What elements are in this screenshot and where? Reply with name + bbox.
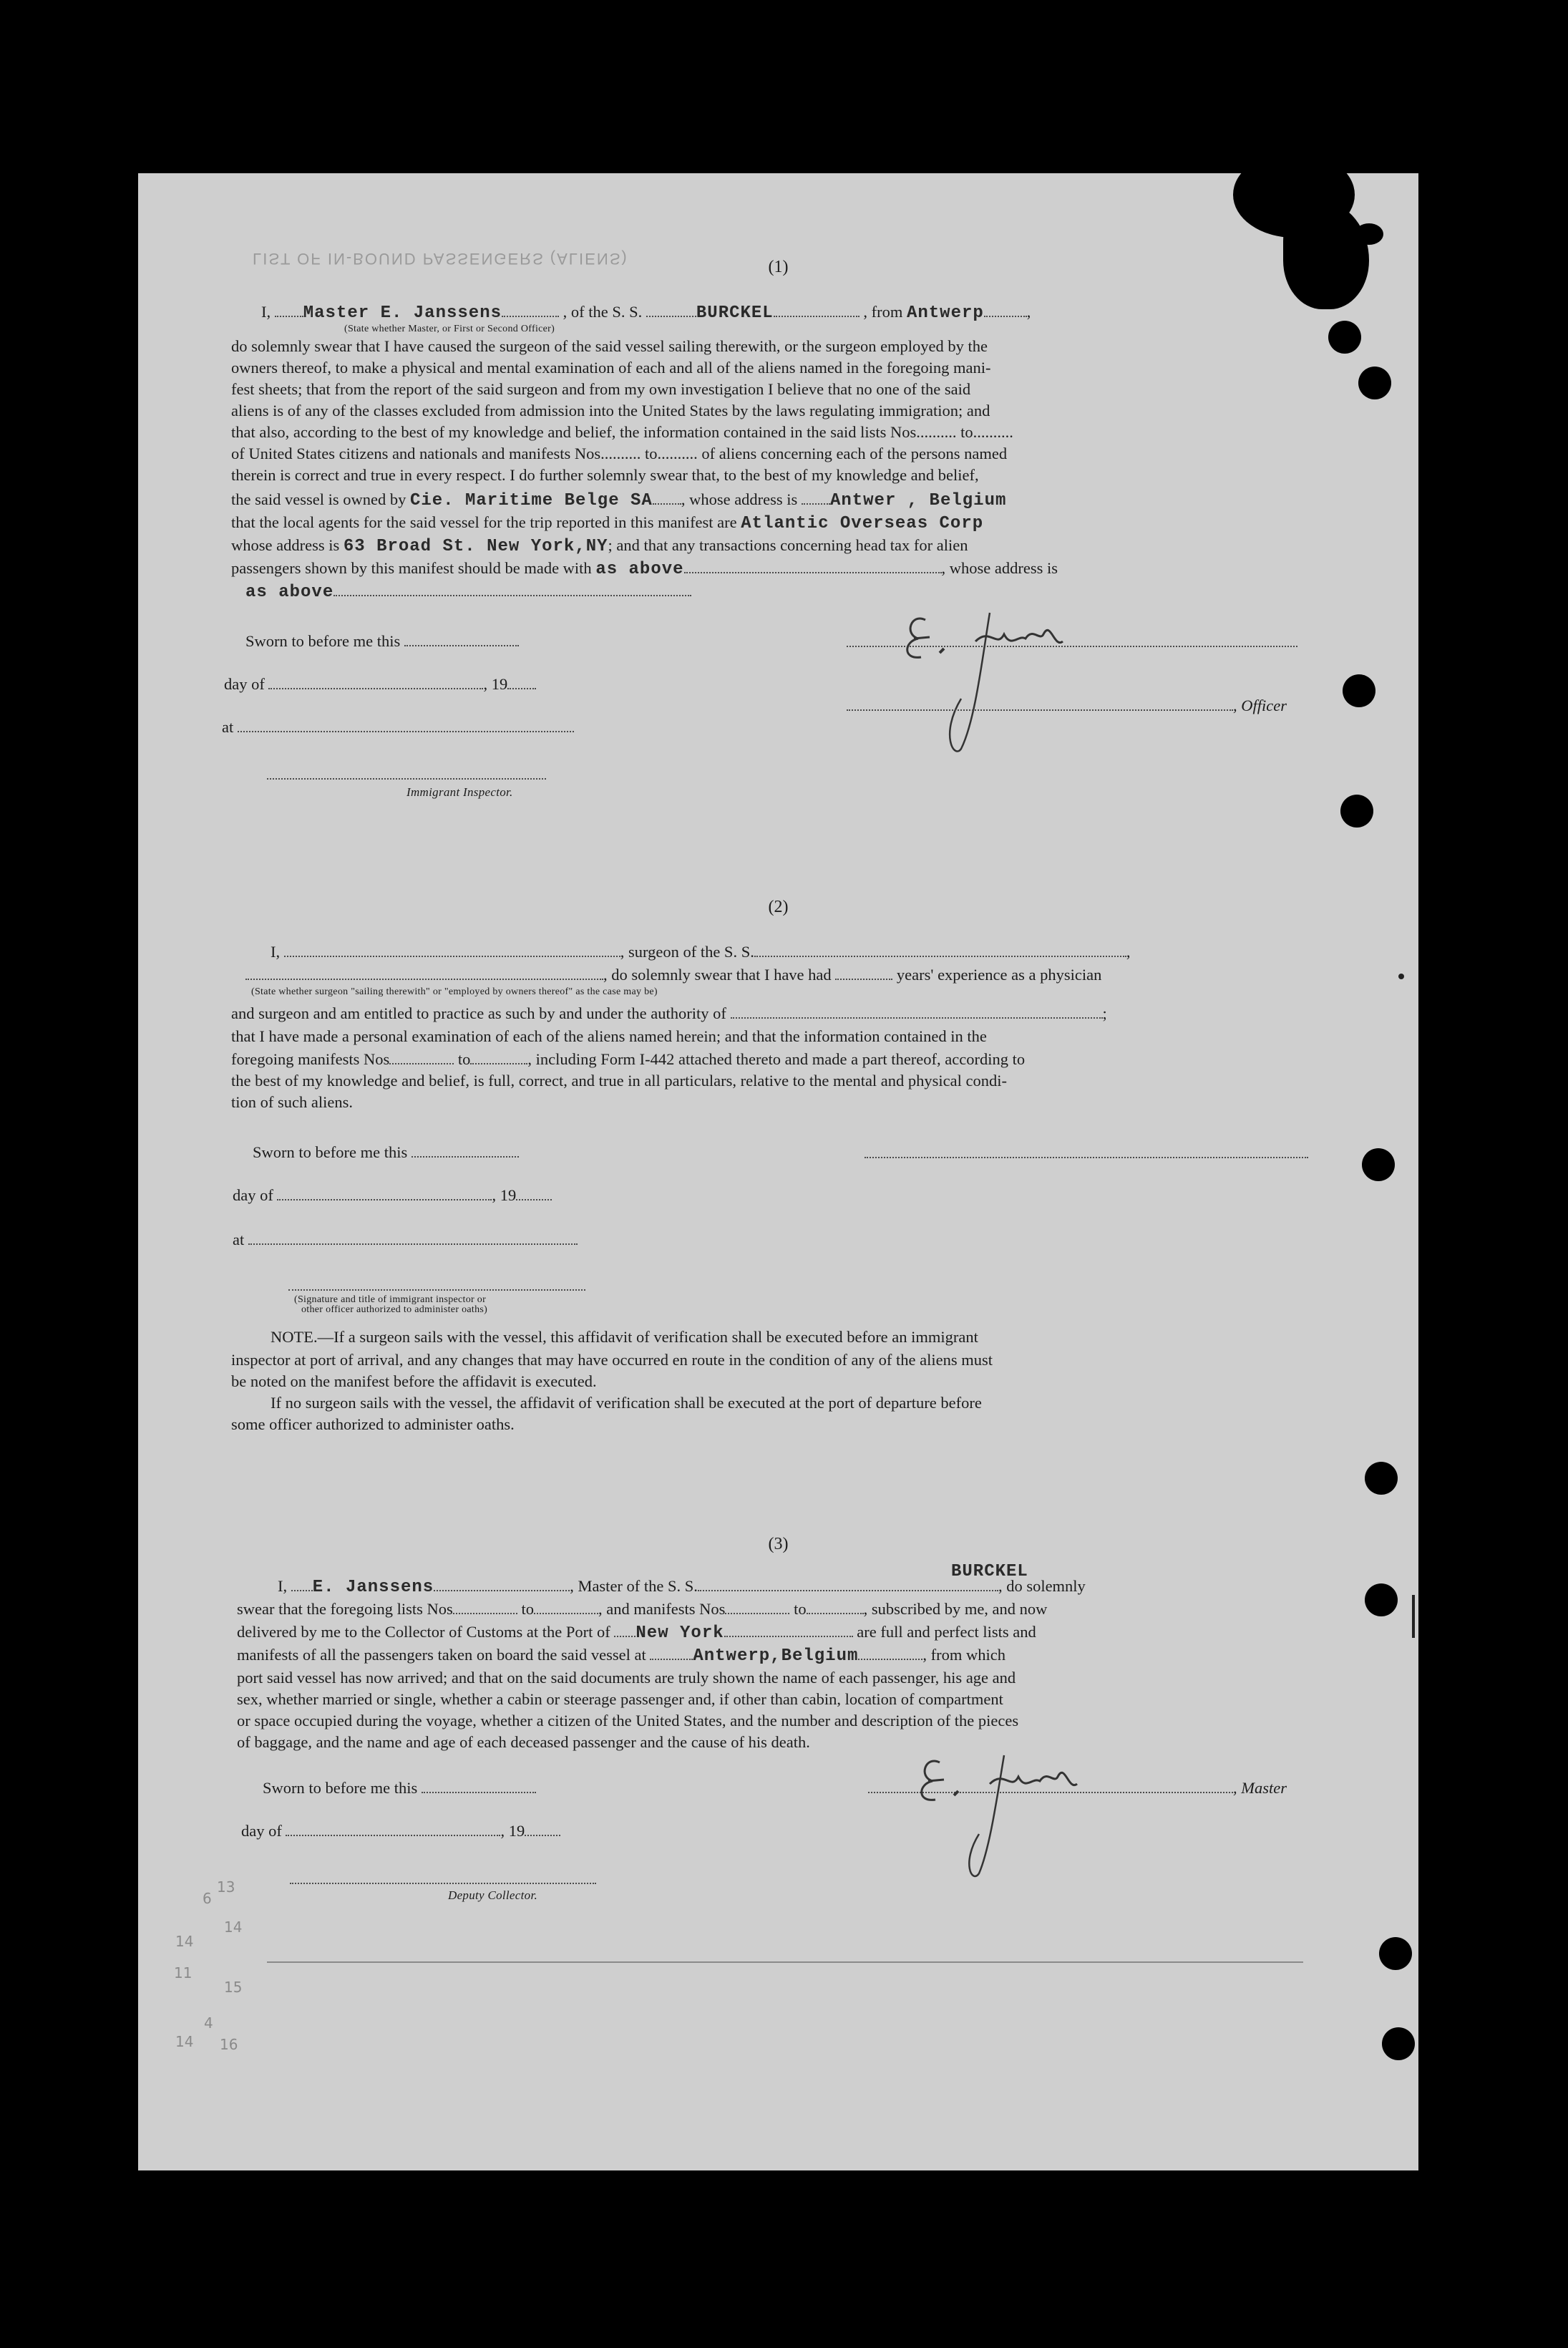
note-line: some officer authorized to administer oaths. <box>231 1415 515 1433</box>
text: day of <box>233 1186 273 1204</box>
section-number-2: (2) <box>768 898 789 916</box>
punch-hole <box>1343 674 1375 707</box>
text: swear that the foregoing lists Nos <box>237 1600 453 1618</box>
body-line: the best of my knowledge and belief, is full, correct, and true in all particulars, relative to the mental and physical condi- <box>231 1072 1008 1090</box>
master-label: , Master <box>1233 1779 1287 1797</box>
agents-line <box>231 513 983 534</box>
text: I, <box>261 303 271 321</box>
inspector-signature-line <box>288 1289 585 1291</box>
note-line: inspector at port of arrival, and any changes that may have occurred en route in the condition of any of the aliens must <box>231 1351 993 1369</box>
arrival-port: New York <box>636 1624 724 1643</box>
text: , 19 <box>500 1822 525 1840</box>
text: , from which <box>922 1646 1005 1664</box>
owner-name: Cie. Maritime Belge SA <box>409 491 653 510</box>
punch-hole <box>1365 1462 1398 1495</box>
ink-mark <box>1412 1595 1415 1638</box>
margin-note: 6 <box>203 1890 212 1907</box>
manifests-line-3 <box>237 1645 1005 1667</box>
text: passengers shown by this manifest should be made with <box>231 559 592 577</box>
at-line-1 <box>222 717 574 737</box>
text: I, <box>271 943 281 961</box>
text: Sworn to before me this <box>245 632 401 650</box>
text: are full and perfect lists and <box>857 1623 1036 1641</box>
margin-note: 16 <box>220 2036 238 2053</box>
body-line: tion of such aliens. <box>231 1093 353 1111</box>
text: , whose address is <box>681 490 798 508</box>
master-value: Master E. Janssens <box>303 304 502 323</box>
text: the said vessel is owned by <box>231 490 406 508</box>
punch-hole <box>1358 367 1391 399</box>
text: and surgeon and am entitled to practice as such by and under the authority of <box>231 1004 726 1022</box>
body-line: sex, whether married or single, whether a cabin or steerage passenger and, if other than cabin, location of compartment <box>237 1690 1003 1708</box>
text: delivered by me to the Collector of Customs at the Port of <box>237 1623 610 1641</box>
surgeon-line: I, , surgeon of the S. S. , <box>271 943 1131 961</box>
text: —If a surgeon sails with the vessel, this affidavit of verification shall be executed before an immigrant <box>317 1328 978 1346</box>
head-tax-address-line <box>245 581 691 603</box>
body-line: or space occupied during the voyage, whether a citizen of the United States, and the number and description of the pieces <box>237 1712 1019 1730</box>
note-line: If no surgeon sails with the vessel, the affidavit of verification shall be executed at the port of departure before <box>271 1394 982 1412</box>
text: , 19 <box>483 675 508 693</box>
agents-name: Atlantic Overseas Corp <box>741 514 984 533</box>
text: whose address is <box>231 536 340 554</box>
ink-mark <box>1398 974 1404 979</box>
sworn-line-3 <box>263 1778 536 1798</box>
surgeon-signature-line <box>865 1157 1308 1158</box>
inspector-line <box>267 778 546 780</box>
ship-name: BURCKEL <box>696 304 774 323</box>
bottom-rule <box>267 1961 1303 1963</box>
text: to <box>457 1050 471 1068</box>
text: that the local agents for the said vessel for the trip reported in this manifest are <box>231 513 737 531</box>
agent-address: 63 Broad St. New York,NY <box>343 537 608 556</box>
punch-hole <box>1362 1148 1395 1181</box>
manifests-line <box>231 1049 1025 1069</box>
note-line <box>271 1327 978 1347</box>
authority-line: and surgeon and am entitled to practice as such by and under the authority of ; <box>231 1004 1107 1022</box>
day-of-line-1 <box>224 674 536 694</box>
departure-port: Antwerp <box>906 304 984 323</box>
text: , including Form I-442 attached thereto and made a part thereof, according to <box>527 1050 1026 1068</box>
margin-note: 4 <box>204 2014 213 2032</box>
text: Sworn to before me this <box>263 1779 418 1797</box>
officer-note: (State whether Master, or First or Second Officer) <box>344 324 555 334</box>
body-line: port said vessel has now arrived; and that on the said documents are truly shown the name of each passenger, his age and <box>237 1669 1016 1687</box>
text: I, <box>278 1577 288 1595</box>
section-number-3: (3) <box>768 1535 789 1553</box>
owner-address: Antwer , Belgium <box>829 491 1007 510</box>
text: , and manifests Nos <box>598 1600 726 1618</box>
text: Sworn to before me this <box>253 1143 408 1161</box>
body-line: do solemnly swear that I have caused the surgeon of the said vessel sailing therewith, or the surgeon employed by the <box>231 337 988 355</box>
punch-hole <box>1379 1937 1412 1970</box>
experience-line <box>245 965 1101 985</box>
text: , subscribed by me, and now <box>863 1600 1048 1618</box>
body-line: that I have made a personal examination of each of the aliens named herein; and that the information contained in the <box>231 1027 987 1045</box>
head-tax-address: as above <box>245 583 334 602</box>
body-line: that also, according to the best of my knowledge and belief, the information contained in the said lists Nos.......... to.......... <box>231 423 1013 441</box>
margin-note: 15 <box>224 1979 243 1996</box>
section-number-1: (1) <box>768 258 789 276</box>
body-line: therein is correct and true in every respect. I do further solemnly swear that, to the best of my knowledge and belief, <box>231 466 979 484</box>
manifest-page <box>138 173 1418 2170</box>
text: to <box>521 1600 534 1618</box>
body-line: aliens is of any of the classes excluded from admission into the United States by the laws regulating immigration; and <box>231 402 990 419</box>
officer-line <box>847 696 1287 716</box>
bleed-through-text: LIST OF IN-BOUND PASSENGERS (ALIENS) <box>253 250 628 268</box>
text: ; and that any transactions concerning head tax for alien <box>608 536 968 554</box>
inspector-label: Immigrant Inspector. <box>406 785 513 799</box>
text: , whose address is <box>941 559 1058 577</box>
text: , of the S. S. <box>563 303 643 321</box>
text: , do solemnly <box>998 1577 1086 1595</box>
owner-line <box>231 490 1006 511</box>
departure-port-3: Antwerp,Belgium <box>693 1646 859 1666</box>
text: day of <box>224 675 265 693</box>
sworn-line-2 <box>253 1143 519 1163</box>
text: manifests of all the passengers taken on board the said vessel at <box>237 1646 646 1664</box>
margin-note: 11 <box>174 1964 193 1981</box>
torn-corner-3 <box>1355 223 1383 245</box>
margin-note: 14 <box>224 1918 243 1936</box>
passengers-line <box>231 558 1058 580</box>
signature-note: (Signature and title of immigrant inspector or <box>294 1294 487 1305</box>
text: , from <box>863 303 903 321</box>
text: years' experience as a physician <box>896 966 1102 984</box>
master-name: E. Janssens <box>312 1578 434 1597</box>
text: , 19 <box>492 1186 517 1204</box>
text: to <box>794 1600 807 1618</box>
master-signature-3 <box>911 1734 1140 1884</box>
master-signature <box>897 591 1126 756</box>
text: , surgeon of the S. S. <box>620 943 754 961</box>
text: day of <box>241 1822 282 1840</box>
sworn-line-1 <box>245 631 519 651</box>
day-of-line-2 <box>233 1185 552 1205</box>
text: , Master of the S. S. <box>570 1577 698 1595</box>
torn-corner-2 <box>1283 202 1369 309</box>
punch-hole <box>1328 321 1361 354</box>
signature-note: other officer authorized to administer oaths) <box>301 1304 488 1315</box>
lists-line <box>237 1599 1047 1619</box>
head-tax-with: as above <box>595 560 684 579</box>
note-lead: NOTE. <box>271 1328 318 1346</box>
body-line: owners thereof, to make a physical and mental examination of each and all of the aliens named in the foregoing mani- <box>231 359 991 377</box>
punch-hole <box>1365 1583 1398 1616</box>
margin-note: 14 <box>175 2033 194 2050</box>
text: at <box>222 718 234 736</box>
agent-address-line <box>231 535 968 557</box>
at-line-2 <box>233 1230 578 1250</box>
text: at <box>233 1231 245 1248</box>
body-line: fest sheets; that from the report of the said surgeon and from my own investigation I believe that no one of the said <box>231 380 971 398</box>
note-line: be noted on the manifest before the affidavit is executed. <box>231 1372 597 1390</box>
officer-label: , Officer <box>1233 697 1287 714</box>
text: , do solemnly swear that I have had <box>603 966 832 984</box>
punch-hole <box>1382 2027 1415 2060</box>
collector-line <box>237 1622 1036 1644</box>
surgeon-note: (State whether surgeon "sailing therewith" or "employed by owners thereof" as the case may be) <box>251 986 658 997</box>
margin-note: 13 <box>217 1878 235 1896</box>
text: foregoing manifests Nos <box>231 1050 390 1068</box>
ship-name-3: BURCKEL <box>951 1562 1028 1581</box>
punch-hole <box>1340 795 1373 828</box>
day-of-line-3 <box>241 1821 560 1841</box>
master-line: I, Master E. Janssens , of the S. S. BURCKEL , from Antwerp , <box>261 303 1031 323</box>
body-line: of baggage, and the name and age of each deceased passenger and the cause of his death. <box>237 1733 810 1751</box>
body-line: of United States citizens and nationals and manifests Nos.......... to.......... of aliens concerning each of the persons named <box>231 445 1008 462</box>
margin-note: 14 <box>175 1933 194 1950</box>
deputy-line <box>290 1883 596 1884</box>
deputy-label: Deputy Collector. <box>448 1888 538 1902</box>
